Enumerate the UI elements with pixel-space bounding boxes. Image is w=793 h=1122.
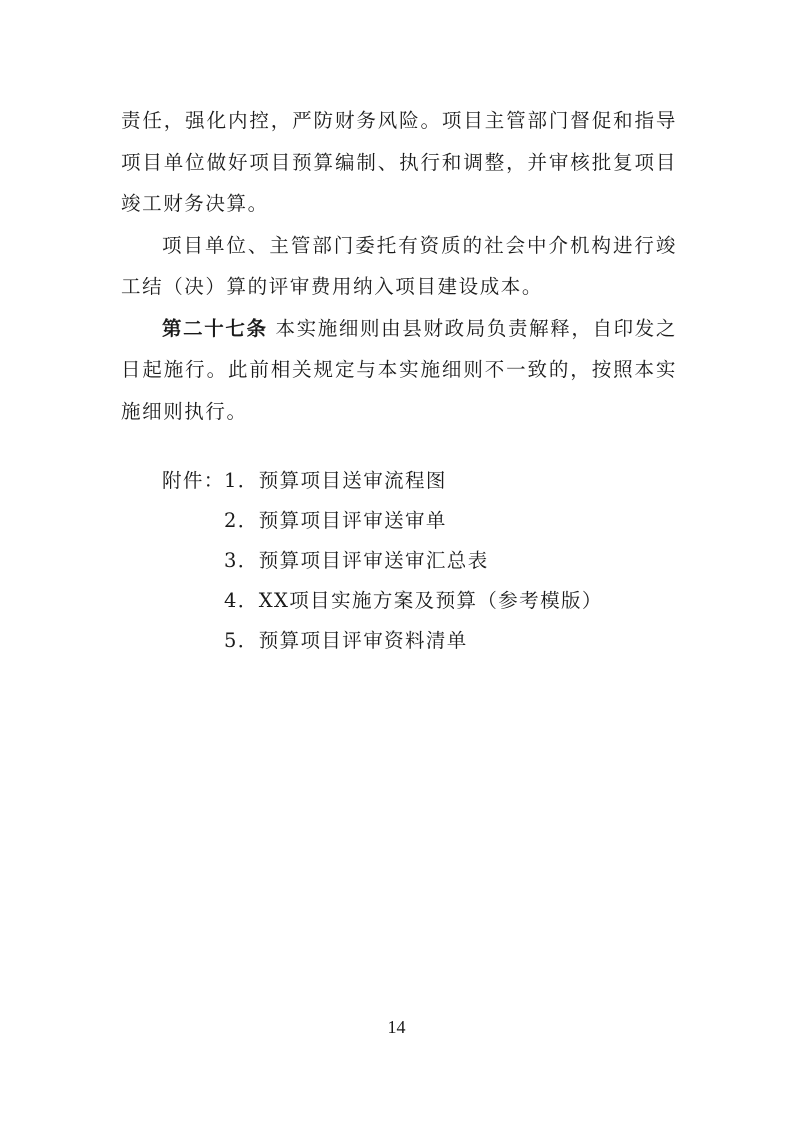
- article-27-title: 第二十七条: [162, 316, 268, 340]
- article-27-text: 本实施细则由县财政局负责解释，自印发之日起施行。此前相关规定与本实施细则不一致的，按照本实施细则执行。: [121, 316, 677, 423]
- attachment-item: 3．预算项目评审送审汇总表: [224, 549, 489, 572]
- attachment-item: 4．XX项目实施方案及预算（参考模版）: [224, 589, 603, 612]
- attachment-item: 5．预算项目评审资料清单: [224, 629, 468, 652]
- paragraph-review-fees: 项目单位、主管部门委托有资质的社会中介机构进行竣工结（决）算的评审费用纳入项目建设成本。: [121, 233, 677, 298]
- attachments-label: 附件：: [162, 469, 225, 492]
- article-27: [121, 308, 677, 433]
- page-number: 14: [387, 1017, 406, 1037]
- paragraph-responsibility: 责任，强化内控，严防财务风险。项目主管部门督促和指导项目单位做好项目预算编制、执行和调整，并审核批复项目竣工财务决算。: [121, 109, 677, 215]
- attachment-item: 2．预算项目评审送审单: [224, 509, 447, 532]
- attachment-item: 1．预算项目送审流程图: [224, 469, 447, 492]
- body-text: [121, 100, 677, 432]
